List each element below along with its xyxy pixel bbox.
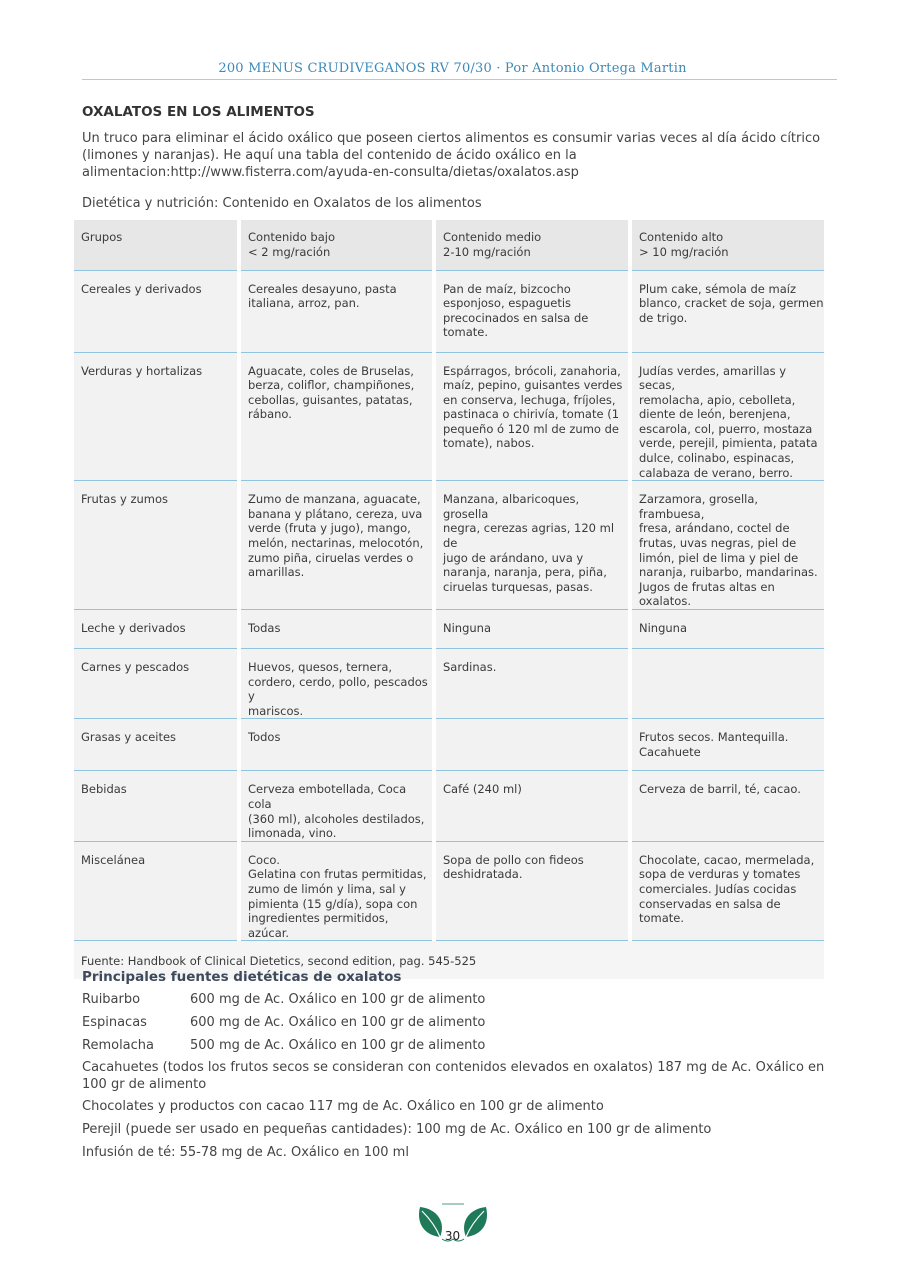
- cell-line: Todos: [248, 730, 281, 745]
- source-item-name: Espinacas: [82, 1015, 147, 1030]
- cell-line: rábano.: [248, 407, 292, 422]
- source-item: [82, 1014, 485, 1031]
- cell-line: Aguacate, coles de Bruselas,: [248, 363, 414, 378]
- cell-line: tomate.: [443, 325, 489, 340]
- table-row: [74, 610, 824, 649]
- cell-line: escarola, col, puerro, mostaza: [639, 421, 813, 436]
- cell-line: Huevos, quesos, ternera,: [248, 660, 393, 674]
- cell-line: limón, piel de lima y piel de: [639, 550, 799, 565]
- cell-low: [239, 841, 434, 941]
- cell-low: [239, 610, 434, 649]
- cell-line: conservadas en salsa de tomate.: [639, 896, 781, 926]
- cell-line: amarillas.: [248, 565, 305, 580]
- table-row: [74, 719, 824, 771]
- cell-line: Zarzamora, grosella, frambuesa,: [639, 492, 759, 521]
- table-row: [74, 841, 824, 941]
- cell-line: remolacha, apio, cebolleta,: [639, 392, 796, 407]
- running-header: 200 MENUS CRUDIVEGANOS RV 70/30 · Por Antonio Ortega Martin: [218, 61, 687, 76]
- table-source: Fuente: Handbook of Clinical Dietetics, second edition, pag. 545-525: [74, 941, 824, 979]
- cell-line: Bebidas: [81, 782, 127, 797]
- source-item: [82, 1037, 485, 1054]
- cell-high: [630, 771, 824, 841]
- cell-medium: [434, 771, 630, 841]
- cell-line: Ninguna: [443, 621, 492, 635]
- cell-line: naranja, ruibarbo, mandarinas.: [639, 565, 818, 580]
- cell-low: [239, 481, 434, 610]
- cell-line: Contenido medio: [443, 230, 542, 244]
- cell-medium: [434, 270, 630, 352]
- cell-line: verde, perejil, pimienta, patata: [639, 436, 818, 451]
- cell-line: > 10 mg/ración: [639, 244, 729, 259]
- cell-group: [74, 610, 239, 649]
- cell-line: Manzana, albaricoques, grosella: [443, 492, 580, 521]
- cell-line: ciruelas turquesas, pasas.: [443, 579, 593, 594]
- cell-line: Frutas y zumos: [81, 492, 169, 507]
- oxalate-table: [74, 220, 824, 979]
- cell-line: Contenido bajo: [248, 230, 335, 244]
- cell-line: 2-10 mg/ración: [443, 244, 531, 259]
- cell-line: Cereales y derivados: [81, 281, 202, 296]
- page-number: 30: [444, 1229, 461, 1243]
- cell-medium: [434, 610, 630, 649]
- cell-line: Coco.: [248, 852, 280, 867]
- cell-low: [239, 270, 434, 352]
- sources-title: Principales fuentes dietéticas de oxalatos: [82, 969, 402, 985]
- source-item-amount: 600 mg de Ac. Oxálico en 100 gr de alimento: [190, 992, 486, 1007]
- cell-group: [74, 270, 239, 352]
- cell-line: Sardinas.: [443, 660, 497, 674]
- cell-line: pequeño ó 120 ml de zumo de: [443, 421, 619, 436]
- cell-line: Jugos de frutas altas en: [639, 579, 775, 594]
- cell-line: Cerveza embotellada, Coca cola: [248, 782, 407, 811]
- source-item: [82, 991, 485, 1008]
- cell-high: [630, 649, 824, 719]
- cell-line: < 2 mg/ración: [248, 244, 331, 259]
- cell-high: [630, 481, 824, 610]
- source-item-long: Perejil (puede ser usado en pequeñas cantidades): 100 mg de Ac. Oxálico en 100 gr de alimento: [82, 1122, 712, 1137]
- cell-low: [239, 649, 434, 719]
- cell-high: [630, 352, 824, 481]
- cell-medium: [434, 649, 630, 719]
- cell-line: Zumo de manzana, aguacate,: [248, 492, 421, 507]
- cell-line: ingredientes permitidos, azúcar.: [248, 911, 389, 940]
- cell-low: [239, 771, 434, 841]
- header-divider: [82, 79, 837, 80]
- cell-high: [630, 719, 824, 771]
- cell-line: esponjoso, espaguetis: [443, 296, 572, 311]
- cell-group: [74, 649, 239, 719]
- cell-line: verde (fruta y jugo), mango,: [248, 521, 411, 536]
- cell-line: Carnes y pescados: [81, 660, 190, 674]
- cell-line: precocinados en salsa de: [443, 310, 589, 325]
- section-title: OXALATOS EN LOS ALIMENTOS: [82, 104, 315, 120]
- cell-line: blanco, cracket de soja, germen: [639, 296, 824, 311]
- cell-line: Café (240 ml): [443, 782, 522, 797]
- table-row: [74, 481, 824, 610]
- cell-line: Todas: [248, 621, 281, 635]
- cell-line: Grasas y aceites: [81, 730, 177, 745]
- column-header-high: [630, 220, 824, 270]
- cell-line: zumo de limón y lima, sal y: [248, 881, 406, 896]
- source-item-long: Chocolates y productos con cacao 117 mg de Ac. Oxálico en 100 gr de alimento: [82, 1099, 604, 1114]
- cell-low: [239, 352, 434, 481]
- cell-line: italiana, arroz, pan.: [248, 296, 360, 311]
- column-header-group: [74, 220, 239, 270]
- cell-group: [74, 719, 239, 771]
- cell-group: [74, 481, 239, 610]
- cell-line: oxalatos.: [639, 594, 691, 609]
- cell-line: Chocolate, cacao, mermelada,: [639, 852, 815, 867]
- source-item-amount: 500 mg de Ac. Oxálico en 100 gr de alimento: [190, 1038, 486, 1053]
- cell-medium: [434, 481, 630, 610]
- cell-line: Gelatina con frutas permitidas,: [248, 867, 427, 882]
- cell-line: de trigo.: [639, 310, 688, 325]
- cell-line: sopa de verduras y tomates: [639, 867, 801, 882]
- cell-line: naranja, naranja, pera, piña,: [443, 565, 607, 580]
- cell-group: [74, 841, 239, 941]
- cell-line: negra, cerezas agrias, 120 ml de: [443, 521, 615, 551]
- cell-line: Cacahuete: [639, 744, 701, 759]
- cell-line: calabaza de verano, berro.: [639, 465, 793, 480]
- cell-line: maíz, pepino, guisantes verdes: [443, 378, 623, 393]
- cell-line: comerciales. Judías cocidas: [639, 881, 797, 896]
- source-item-amount: 600 mg de Ac. Oxálico en 100 gr de alimento: [190, 1015, 486, 1030]
- table-header-row: [74, 220, 824, 270]
- cell-line: deshidratada.: [443, 867, 523, 882]
- cell-line: berza, coliflor, champiñones,: [248, 378, 415, 393]
- cell-medium: [434, 352, 630, 481]
- column-header-medium: [434, 220, 630, 270]
- table-row: [74, 352, 824, 481]
- cell-line: Verduras y hortalizas: [81, 363, 203, 378]
- cell-line: (360 ml), alcoholes destilados,: [248, 811, 425, 826]
- cell-line: limonada, vino.: [248, 826, 337, 841]
- table-row: [74, 270, 824, 352]
- cell-line: fresa, arándano, coctel de: [639, 521, 790, 536]
- cell-line: Cerveza de barril, té, cacao.: [639, 782, 801, 797]
- cell-line: cordero, cerdo, pollo, pescados y: [248, 674, 428, 704]
- cell-line: Ninguna: [639, 621, 688, 635]
- cell-line: Cereales desayuno, pasta: [248, 281, 397, 296]
- cell-line: Plum cake, sémola de maíz: [639, 281, 796, 296]
- table-caption: Dietética y nutrición: Contenido en Oxalatos de los alimentos: [82, 196, 482, 211]
- cell-medium: [434, 841, 630, 941]
- cell-line: Sopa de pollo con fideos: [443, 852, 584, 867]
- cell-line: banana y plátano, cereza, uva: [248, 506, 423, 521]
- cell-medium: [434, 719, 630, 771]
- cell-line: zumo piña, ciruelas verdes o: [248, 550, 414, 565]
- cell-group: [74, 771, 239, 841]
- cell-line: mariscos.: [248, 703, 304, 718]
- intro-paragraph: Un truco para eliminar el ácido oxálico que poseen ciertos alimentos es consumir varias veces al día ácido cítrico (limones y naranjas). He aquí una tabla del contenido de ácido oxálico en la alimentacion:http://www.fisterra.com/ayuda-en-consulta/dietas/oxalatos.asp: [82, 131, 821, 180]
- table-row: [74, 649, 824, 719]
- cell-line: Grupos: [81, 230, 123, 244]
- source-item-long: Cacahuetes (todos los frutos secos se consideran con contenidos elevados en oxalatos) 187 mg de Ac. Oxálico en 100 gr de alimento: [82, 1060, 825, 1092]
- cell-line: pastinaca o chirivía, tomate (1: [443, 407, 620, 422]
- cell-line: cebollas, guisantes, patatas,: [248, 392, 413, 407]
- cell-line: Espárragos, brócoli, zanahoria,: [443, 363, 621, 378]
- source-item-name: Remolacha: [82, 1038, 154, 1053]
- cell-line: Leche y derivados: [81, 621, 186, 635]
- cell-line: pimienta (15 g/día), sopa con: [248, 896, 418, 911]
- column-header-low: [239, 220, 434, 270]
- cell-line: tomate), nabos.: [443, 436, 535, 451]
- cell-high: [630, 610, 824, 649]
- cell-line: Pan de maíz, bizcocho: [443, 281, 571, 296]
- cell-line: Judías verdes, amarillas y secas,: [639, 363, 787, 393]
- cell-group: [74, 352, 239, 481]
- cell-high: [630, 270, 824, 352]
- cell-line: Miscelánea: [81, 852, 146, 867]
- cell-line: melón, nectarinas, melocotón,: [248, 536, 424, 551]
- cell-line: dulce, colinabo, espinacas,: [639, 451, 795, 466]
- source-item-long: Infusión de té: 55-78 mg de Ac. Oxálico en 100 ml: [82, 1145, 409, 1160]
- cell-line: en conserva, lechuga, fríjoles,: [443, 392, 616, 407]
- cell-line: Frutos secos. Mantequilla.: [639, 730, 789, 745]
- cell-line: Contenido alto: [639, 230, 724, 244]
- cell-line: jugo de arándano, uva y: [443, 550, 584, 565]
- table-row: [74, 771, 824, 841]
- cell-line: frutas, uvas negras, piel de: [639, 536, 797, 551]
- cell-high: [630, 841, 824, 941]
- cell-line: diente de león, berenjena,: [639, 407, 791, 422]
- source-item-name: Ruibarbo: [82, 992, 141, 1007]
- cell-low: [239, 719, 434, 771]
